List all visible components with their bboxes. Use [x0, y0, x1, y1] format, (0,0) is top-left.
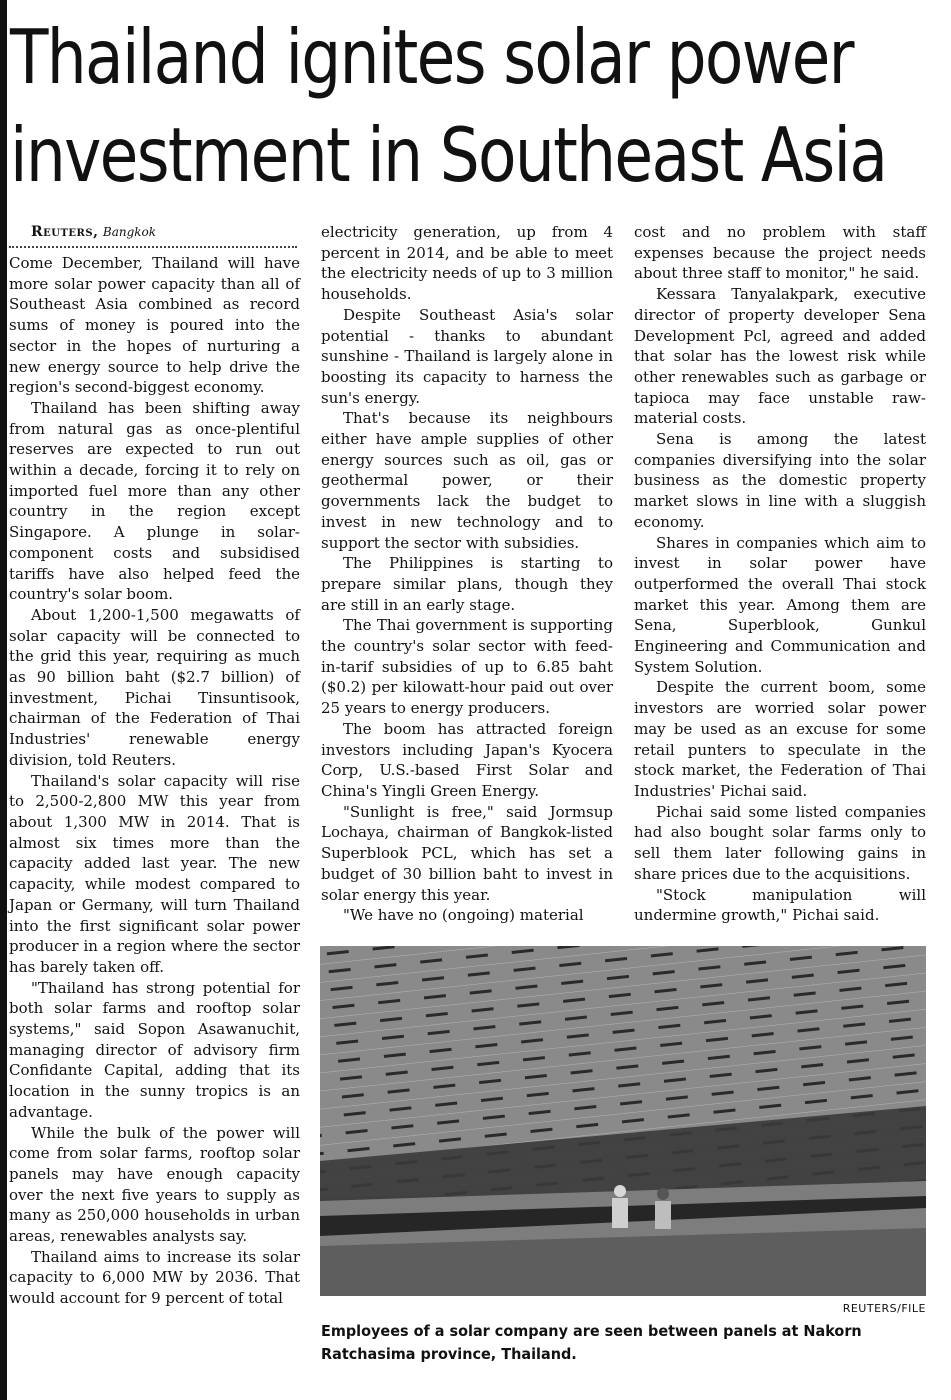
- paragraph: "Thailand has strong potential for both solar farms and rooftop solar systems," said Sopon Asawanuchit, managing director of advisory firm Confidante Capital, adding that its location in the sunny tropics is an advantage.: [9, 978, 300, 1121]
- paragraph: electricity generation, up from 4 percent in 2014, and be able to meet the electricity needs of up to 3 million households.: [321, 223, 613, 304]
- paragraph: "We have no (ongoing) material: [343, 906, 584, 925]
- paragraph: "Stock manipulation will undermine growth," Pichai said.: [634, 885, 926, 925]
- paragraph: The Philippines is starting to prepare similar plans, though they are still in an early stage.: [321, 554, 613, 614]
- paragraph: "Sunlight is free," said Jormsup Lochaya, chairman of Bangkok-listed Superblook PCL, which has set a budget of 30 billion baht to invest in solar energy this year.: [321, 802, 613, 904]
- dateline-agency: Reuters,: [31, 224, 99, 240]
- paragraph: Sena is among the latest companies diversifying into the solar business as the domestic property market slows in line with a sluggish economy.: [634, 430, 926, 531]
- headline-line-1: Thailand ignites solar power: [10, 13, 853, 101]
- paragraph: Pichai said some listed companies had also bought solar farms only to sell them later following gains in share prices due to the acquisitions.: [634, 802, 926, 883]
- article-column-1: [9, 222, 300, 1309]
- dateline-city: Bangkok: [102, 225, 157, 239]
- paragraph: Come December, Thailand will have more solar power capacity than all of Southeast Asia combined as record sums of money is poured into the sector in the hopes of nurturing a new energy source to help drive the region's second-biggest economy.: [9, 254, 300, 397]
- paragraph: The Thai government is supporting the country's solar sector with feed-in-tarif subsidies of up to 6.85 baht ($0.2) per kilowatt-hour paid out over 25 years to energy producers.: [321, 616, 613, 718]
- paragraph: cost and no problem with staff expenses because the project needs about three staff to monitor," he said.: [634, 223, 926, 283]
- article-column-2: [321, 222, 613, 926]
- paragraph: Thailand aims to increase its solar capacity to 6,000 MW by 2036. That would account for 9 percent of total: [9, 1247, 300, 1308]
- paragraph: Shares in companies which aim to invest in solar power have outperformed the overall Thai stock market this year. Among them are Sena, Superblook, Gunkul Engineering and Communication and System Solution.: [634, 533, 926, 676]
- solar-panels-photo: [320, 946, 926, 1296]
- paragraph: Thailand's solar capacity will rise to 2,500-2,800 MW this year from about 1,300 MW in 2014. That is almost six times more than the capacity added last year. The new capacity, while modest compared to Japan or Germany, will turn Thailand into the first significant solar power producer in a region where the sector has barely taken off.: [9, 771, 300, 976]
- photo-credit: REUTERS/FILE: [842, 1302, 926, 1315]
- paragraph: Despite the current boom, some investors are worried solar power may be used as an excuse for some retail punters to speculate in the stock market, the Federation of Thai Industries' Pichai said.: [634, 678, 926, 800]
- photo-caption: Employees of a solar company are seen between panels at Nakorn Ratchasima province, Thailand.: [321, 1322, 862, 1363]
- paragraph: Despite Southeast Asia's solar potential - thanks to abundant sunshine - Thailand is largely alone in boosting its capacity to harness the sun's energy.: [321, 305, 613, 407]
- headline: [10, 8, 887, 204]
- dateline: [9, 222, 300, 242]
- solar-panels-illustration: [320, 946, 926, 1296]
- left-border-rule: [0, 0, 7, 1400]
- article-column-3: [634, 222, 926, 926]
- headline-line-2: investment in Southeast Asia: [10, 111, 887, 199]
- paragraph: While the bulk of the power will come from solar farms, rooftop solar panels may have enough capacity over the next five years to supply as many as 250,000 households in urban areas, renewables analysts say.: [9, 1123, 300, 1246]
- paragraph: Thailand has been shifting away from natural gas as once-plentiful reserves are expected to run out within a decade, forcing it to rely on imported fuel more than any other country in the region except Singapore. A plunge in solar-component costs and subsidised tariffs have also helped feed the country's solar boom.: [9, 398, 300, 604]
- paragraph: About 1,200-1,500 megawatts of solar capacity will be connected to the grid this year, requiring as much as 90 billion baht ($2.7 billion) of investment, Pichai Tinsuntisook, chairman of the Federation of Thai Industries' renewable energy division, told Reuters.: [9, 605, 300, 769]
- paragraph: That's because its neighbours either have ample supplies of other energy sources such as oil, gas or geothermal power, or their governments lack the budget to invest in new technology and to support the sector with subsidies.: [321, 409, 613, 552]
- paragraph: Kessara Tanyalakpark, executive director of property developer Sena Development Pcl, agreed and added that solar has the lowest risk while other renewables such as garbage or tapioca may face unstable raw-material costs.: [634, 285, 926, 428]
- paragraph: The boom has attracted foreign investors including Japan's Kyocera Corp, U.S.-based First Solar and China's Yingli Green Energy.: [321, 719, 613, 800]
- dotted-divider: [9, 246, 297, 248]
